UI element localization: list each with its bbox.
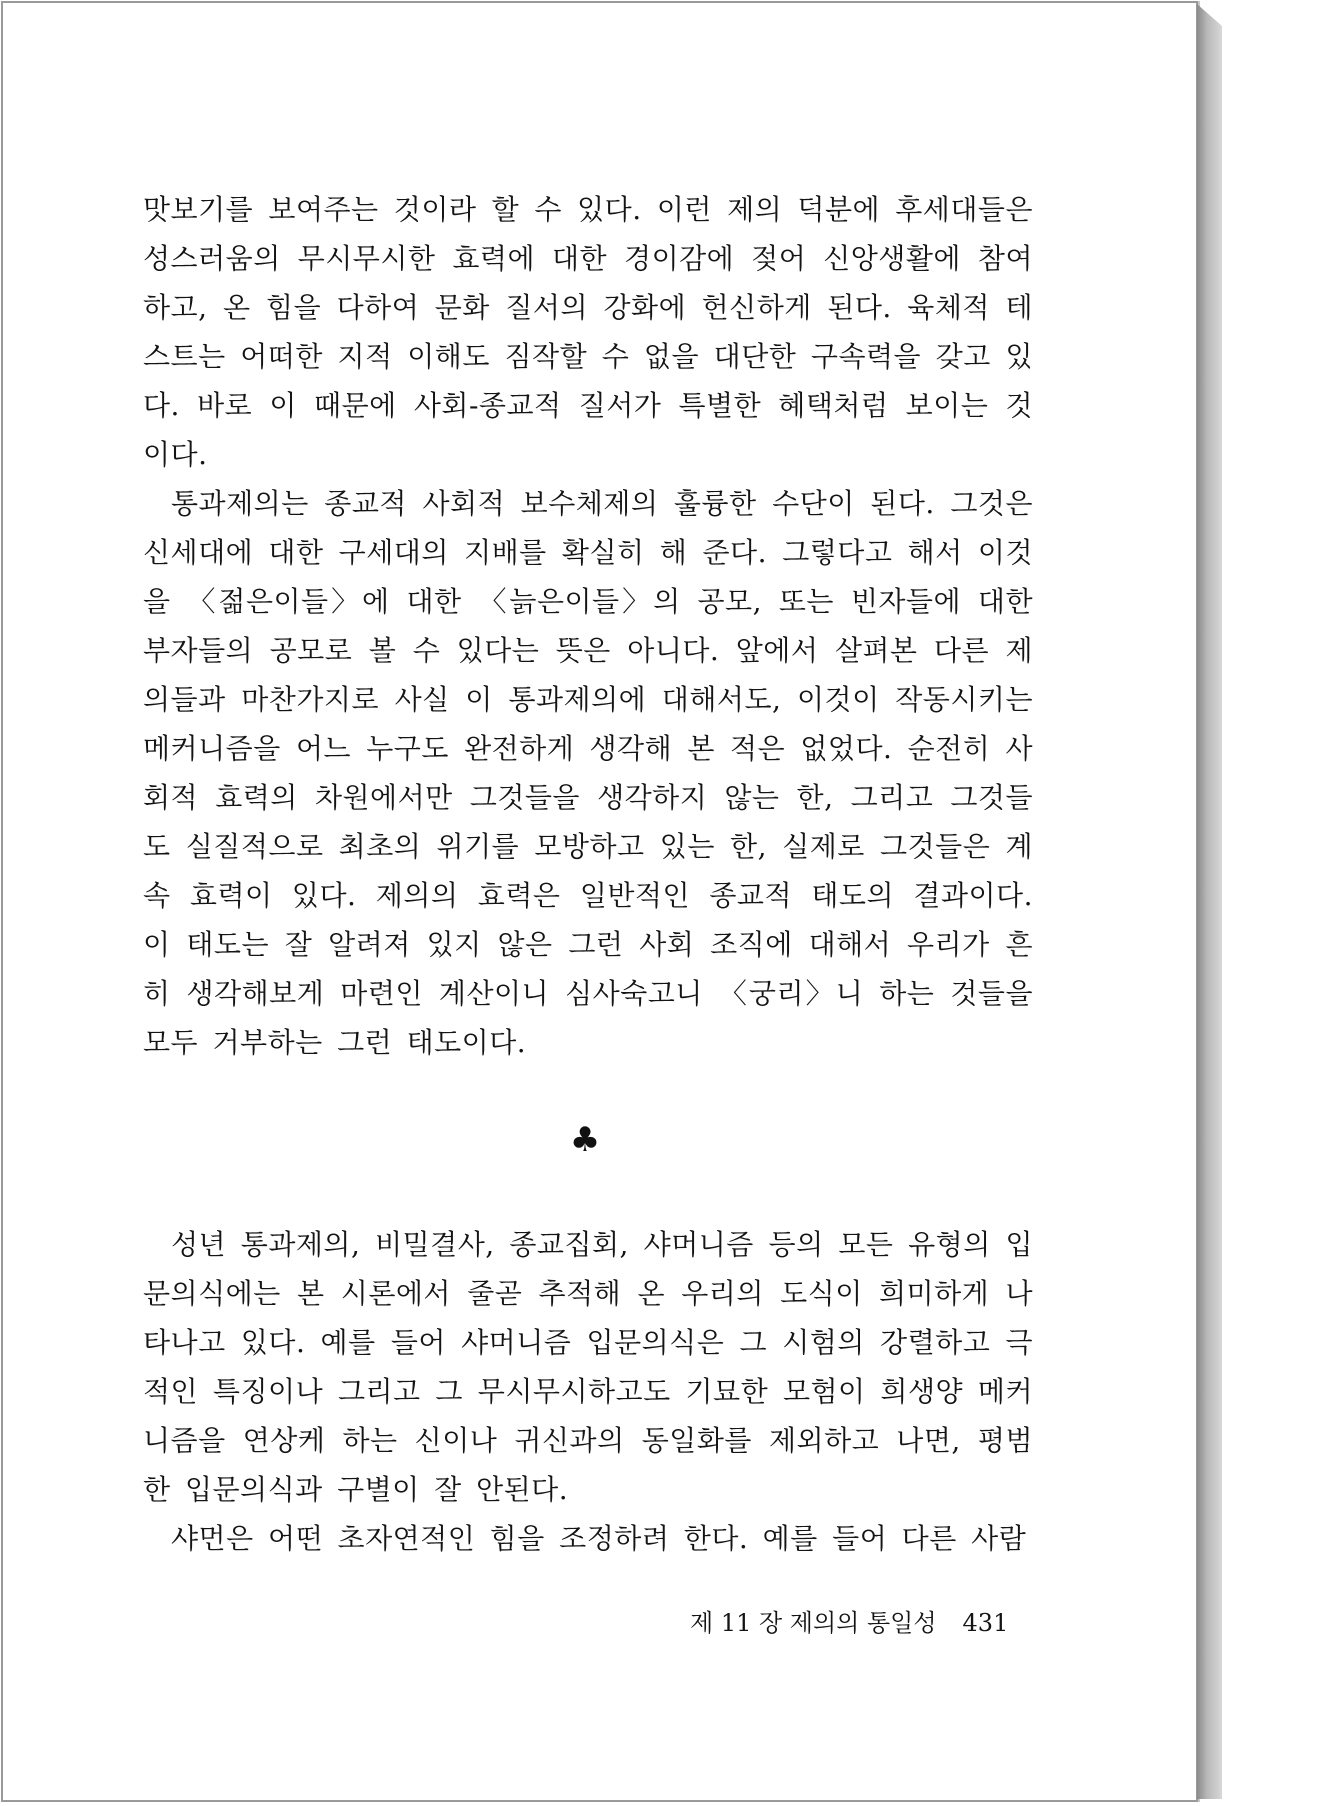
paragraph-initiation-rites: 통과제의는 종교적 사회적 보수체제의 훌륭한 수단이 된다. 그것은 신세대에 대한 구세대의 지배를 확실히 해 준다. 그렇다고 해서 이것을 〈젊은이들〉에 대한 〈늙은이들〉의 공모, 또는 빈자들에 대한 부자들의 공모로 볼 수 있다는 뜻은 아니다. 앞에서 살펴본 다른 제의들과 마찬가지로 사실 이 통과제의에 대해서도, 이것이 작동시키는 메커니즘을 어느 누구도 완전하게 생각해 본 적은 없었다. 순전히 사회적 효력의 차원에서만 그것들을 생각하지 않는 한, 그리고 그것들도 실질적으로 최초의 위기를 모방하고 있는 한, 실제로 그것들은 계속 효력이 있다. 제의의 효력은 일반적인 종교적 태도의 결과이다. 이 태도는 잘 알려져 있지 않은 그런 사회 조직에 대해서 우리가 흔히 생각해보게 마련인 계산이니 심사숙고니 〈궁리〉니 하는 것들을 모두 거부하는 그런 태도이다.: [143, 487, 1033, 1059]
page-number: 431: [962, 1609, 1009, 1637]
running-title: 제 11 장 제의의 통일성: [690, 1609, 937, 1637]
page-edge-shadow: [1197, 4, 1222, 1799]
text-section-2: [143, 1220, 1033, 1563]
club-divider-icon: ♣: [569, 1120, 601, 1160]
paragraph-continued: 맛보기를 보여주는 것이라 할 수 있다. 이런 제의 덕분에 후세대들은 성스러움의 무시무시한 효력에 대한 경이감에 젖어 신앙생활에 참여하고, 온 힘을 다하여 문화 질서의 강화에 헌신하게 된다. 육체적 테스트는 어떠한 지적 이해도 짐작할 수 없을 대단한 구속력을 갖고 있다. 바로 이 때문에 사회-종교적 질서가 특별한 혜택처럼 보이는 것이다.: [143, 193, 1033, 471]
page-footer: [690, 1606, 1010, 1640]
paragraph-shamanism: 성년 통과제의, 비밀결사, 종교집회, 샤머니즘 등의 모든 유형의 입문의식에는 본 시론에서 줄곧 추적해 온 우리의 도식이 희미하게 나타나고 있다. 예를 들어 샤머니즘 입문의식은 그 시험의 강렬하고 극적인 특징이나 그리고 그 무시무시하고도 기묘한 모험이 희생양 메커니즘을 연상케 하는 신이나 귀신과의 동일화를 제외하고 나면, 평범한 입문의식과 구별이 잘 안된다.: [143, 1228, 1033, 1506]
text-section-1: [143, 185, 1033, 1067]
paragraph-shaman: 샤먼은 어떤 초자연적인 힘을 조정하려 한다. 예를 들어 다른 사람: [171, 1522, 1027, 1555]
